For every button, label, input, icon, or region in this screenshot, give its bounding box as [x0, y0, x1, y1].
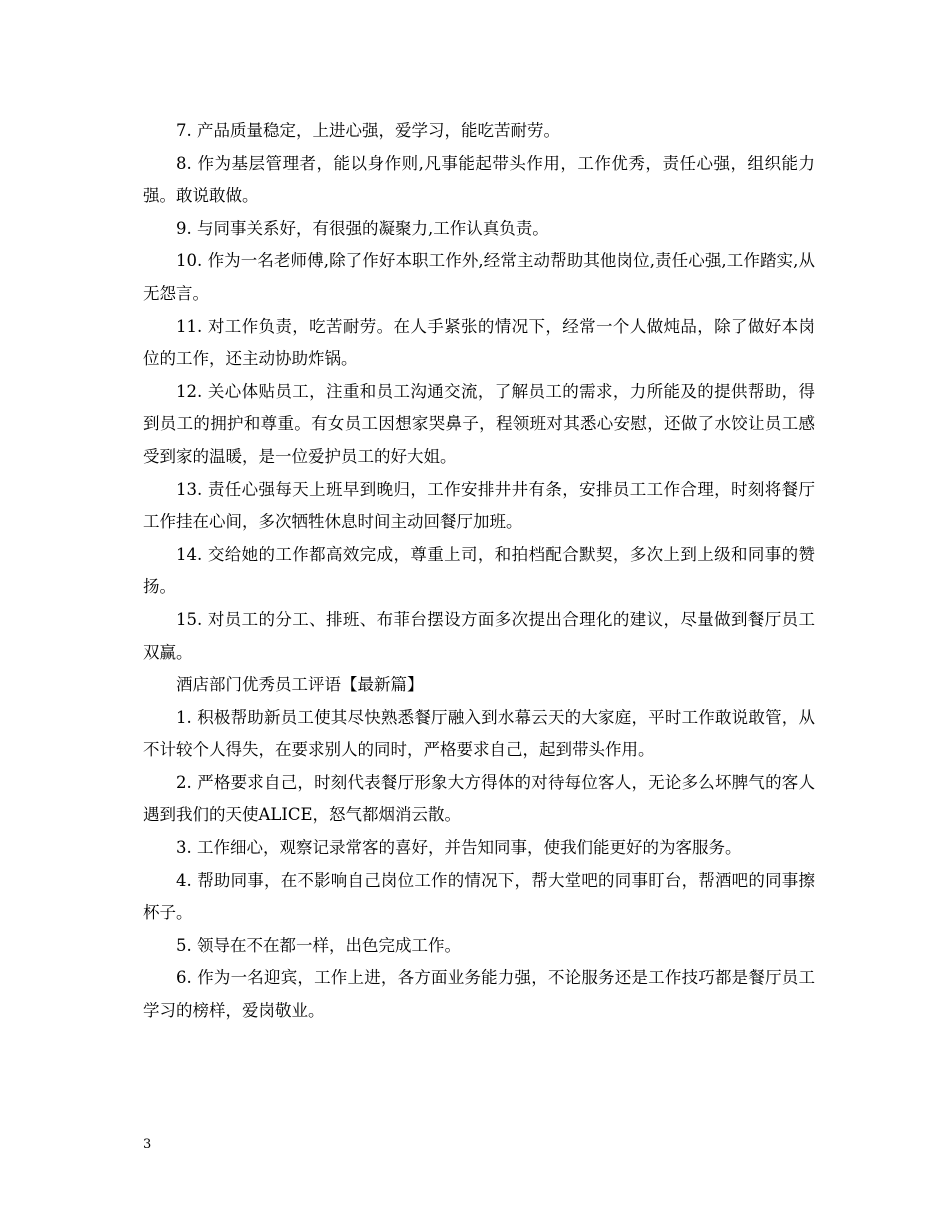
paragraph: 12. 关心体贴员工，注重和员工沟通交流，了解员工的需求，力所能及的提供帮助，得到员工的拥护和尊重。有女员工因想家哭鼻子，程领班对其悉心安慰，还做了水饺让员工感受到家的温暖，是一位爱护员工的好大姐。: [143, 381, 815, 466]
paragraph: 3. 工作细心，观察记录常客的喜好，并告知同事，使我们能更好的为客服务。: [176, 838, 742, 858]
paragraph: 10. 作为一名老师傅,除了作好本职工作外,经常主动帮助其他岗位,责任心强,工作踏实,从无怨言。: [143, 251, 815, 303]
paragraph: 1. 积极帮助新员工使其尽快熟悉餐厅融入到水幕云天的大家庭，平时工作敢说敢管，从不计较个人得失，在要求别人的同时，严格要求自己，起到带头作用。: [143, 707, 815, 760]
paragraph: 8. 作为基层管理者，能以身作则,凡事能起带头作用，工作优秀，责任心强，组织能力强。敢说敢做。: [143, 153, 815, 206]
paragraph: 14. 交给她的工作都高效完成，尊重上司，和拍档配合默契，多次上到上级和同事的赞扬。: [143, 544, 815, 597]
paragraph: 13. 责任心强每天上班早到晚归，工作安排井井有条，安排员工工作合理，时刻将餐厅工作挂在心间，多次牺牲休息时间主动回餐厅加班。: [143, 479, 815, 532]
document-body: [143, 115, 815, 1028]
paragraph: 15. 对员工的分工、排班、布菲台摆设方面多次提出合理化的建议，尽量做到餐厅员工双赢。: [143, 609, 815, 662]
section-heading: 酒店部门优秀员工评语【最新篇】: [176, 675, 424, 695]
paragraph: 4. 帮助同事，在不影响自己岗位工作的情况下，帮大堂吧的同事盯台，帮酒吧的同事擦杯子。: [143, 870, 815, 923]
paragraph: 2. 严格要求自己，时刻代表餐厅形象大方得体的对待每位客人，无论多么坏脾气的客人遇到我们的天使ALICE，怒气都烟消云散。: [143, 772, 815, 825]
paragraph: 7. 产品质量稳定，上进心强，爱学习，能吃苦耐劳。: [176, 121, 560, 140]
paragraph: 6. 作为一名迎宾，工作上进，各方面业务能力强，不论服务还是工作技巧都是餐厅员工学习的榜样，爱岗敬业。: [143, 968, 815, 1021]
paragraph: 11. 对工作负责，吃苦耐劳。在人手紧张的情况下，经常一个人做炖品，除了做好本岗位的工作，还主动协助炸锅。: [143, 316, 815, 369]
page-number: 3: [143, 1137, 152, 1152]
paragraph: 5. 领导在不在都一样，出色完成工作。: [176, 935, 461, 955]
paragraph: 9. 与同事关系好，有很强的凝聚力,工作认真负责。: [176, 218, 549, 238]
